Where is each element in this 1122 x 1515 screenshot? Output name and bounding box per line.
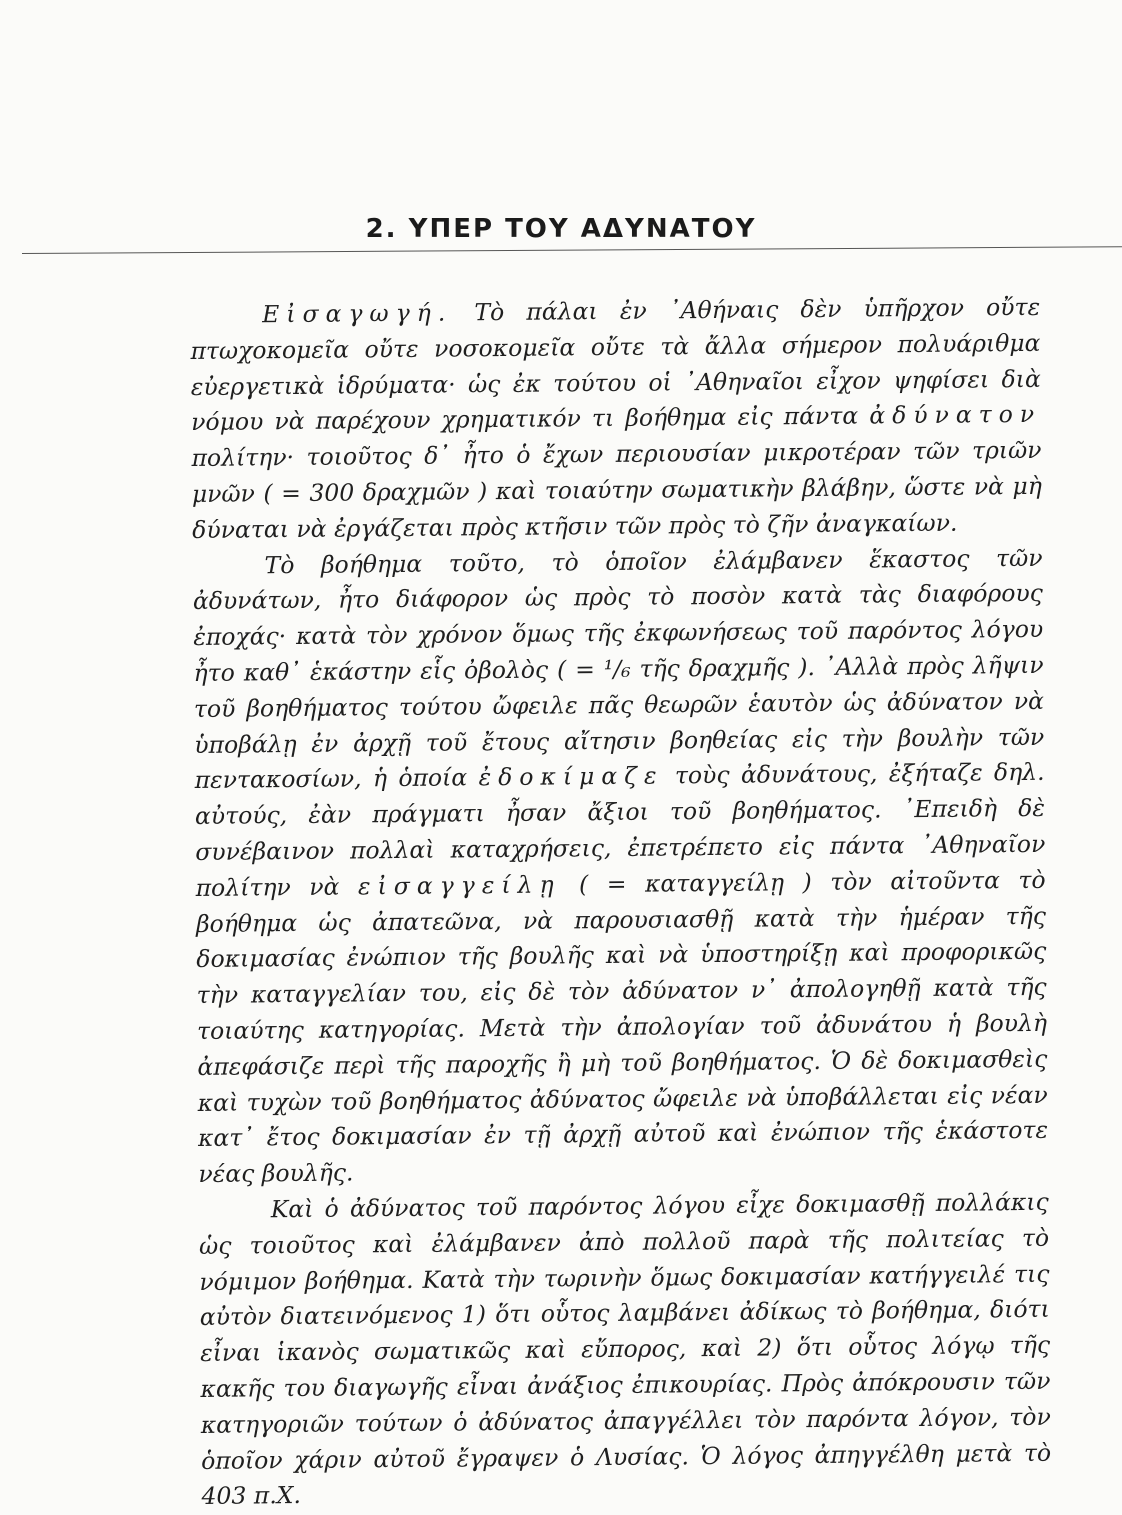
paragraph-introduction <box>190 290 1042 549</box>
text-segment: τοὺς ἀδυνάτους, ἐξήταζε δηλ. αὐτούς, ἐὰν πράγματι ἦσαν ἄξιοι τοῦ βοηθήματος. ᾿Επειδὴ δὲ συνέβαινον πολλαὶ καταχρήσεις, ἐπετρέπετο εἰς πάντα ᾿Αθηναῖον πολίτην νὰ <box>194 758 1046 902</box>
spaced-term: ἐδοκίμαζε <box>478 761 664 792</box>
text-segment: Τὸ βοήθημα τοῦτο, τὸ ὁποῖον ἐλάμβανεν ἕκαστος τῶν ἀδυνάτων, ἦτο διάφορον ὡς πρὸς τὸ ποσὸν κατὰ τὰς διαφόρους ἐποχάς· κατὰ τὸν χρόνον ὅμως τῆς ἐκφωνήσεως τοῦ παρόντος λόγου ἦτο καθ᾿ ἑκάστην εἷς ὀβολὸς ( = ¹/₆ τῆς δραχμῆς ). ᾿Αλλὰ πρὸς λῆψιν τοῦ βοηθήματος τούτου ὤφειλε πᾶς θεωρῶν ἑαυτὸν ὡς ἀδύνατον νὰ ὑποβάλῃ ἐν ἀρχῇ τοῦ ἔτους αἴτησιν βοηθείας εἰς τὴν βουλὴν τῶν πεντακοσίων, ἡ ὁποία <box>192 543 1045 795</box>
paragraph-speech-context <box>199 1185 1052 1515</box>
text-segment: πολίτην· τοιοῦτος δ᾿ ἦτο ὁ ἔχων περιουσίαν μικροτέραν τῶν τριῶν μνῶν ( = 300 δραχμῶν ) καὶ τοιαύτην σωματικὴν βλάβην, ὥστε νὰ μὴ δύναται νὰ ἐργάζεται πρὸς κτῆσιν τῶν πρὸς τὸ ζῆν ἀναγκαίων. <box>191 436 1042 544</box>
text-segment: ( = καταγγείλῃ ) τὸν αἰτοῦντα τὸ βοήθημα ὡς ἀπατεῶνα, νὰ παρουσιασθῇ κατὰ τὴν ἡμέραν τῆς δοκιμασίας ἐνώπιον τῆς βουλῆς καὶ νὰ ὑποστηρίξῃ καὶ προφορικῶς τὴν καταγγελίαν του, εἰς δὲ τὸν ἀδύνατον ν᾿ ἀπολογηθῇ κατὰ τῆς τοιαύτης κατηγορίας. Μετὰ τὴν ἀπολογίαν τοῦ ἀδυνάτου ἡ βουλὴ ἀπεφάσιζε περὶ τῆς παροχῆς ἢ μὴ τοῦ βοηθήματος. Ὁ δὲ δοκιμασθεὶς καὶ τυχὼν τοῦ βοηθήματος ἀδύνατος ὤφειλε νὰ ὑποβάλλεται εἰς νέαν κατ᾿ ἔτος δοκιμασίαν ἐν τῇ ἀρχῇ αὐτοῦ καὶ ἐνώπιον τῆς ἑκάστοτε νέας βουλῆς. <box>195 865 1049 1189</box>
text-segment: Καὶ ὁ ἀδύνατος τοῦ παρόντος λόγου εἶχε δοκιμασθῇ πολλάκις ὡς τοιοῦτος καὶ ἐλάμβανεν ἀπὸ πολλοῦ παρὰ τῆς πολιτείας τὸ νόμιμον βοήθημα. Κατὰ τὴν τωρινὴν ὅμως δοκιμασίαν κατήγγειλέ τις αὐτὸν διατεινόμενος 1) ὅτι οὗτος λαμβάνει ἀδίκως τὸ βοήθημα, διότι εἶναι ἱκανὸς σωματικῶς καὶ εὔπορος, καὶ 2) ὅτι οὗτος λόγῳ τῆς κακῆς του διαγωγῆς εἶναι ἀνάξιος ἐπικουρίας. Πρὸς ἀπόκρουσιν τῶν κατηγοριῶν τούτων ὁ ἀδύνατος ἀπαγγέλλει τὸν παρόντα λόγον, τὸν ὁποῖον χάριν αὐτοῦ ἔγραψεν ὁ Λυσίας. Ὁ λόγος ἀπηγγέλθη μετὰ τὸ 403 π.Χ. <box>198 1187 1052 1511</box>
chapter-heading: 2. ΥΠΕΡ ΤΟΥ ΑΔΥΝΑΤΟΥ <box>365 214 757 244</box>
spaced-term: ἀδύνατον <box>869 400 1042 430</box>
text-segment: Τὸ πάλαι ἐν ᾿Αθήναις δὲν ὑπῆρχον οὔτε πτωχοκομεῖα οὔτε νοσοκομεῖα οὔτε τὰ ἄλλα σήμερον πολυάριθμα εὐεργετικὰ ἱδρύματα· ὡς ἐκ τούτου οἱ ᾿Αθηναῖοι εἶχον ψηφίσει διὰ νόμου νὰ παρέχουν χρηματικόν τι βοήθημα εἰς πάντα <box>190 292 1041 437</box>
body-text <box>190 290 1052 1515</box>
paragraph-benefit <box>192 540 1048 1192</box>
heading-underline <box>22 246 1122 254</box>
spaced-term: εἰσαγγείλῃ <box>357 870 561 901</box>
section-label: Εἰσαγωγή. <box>262 298 453 329</box>
